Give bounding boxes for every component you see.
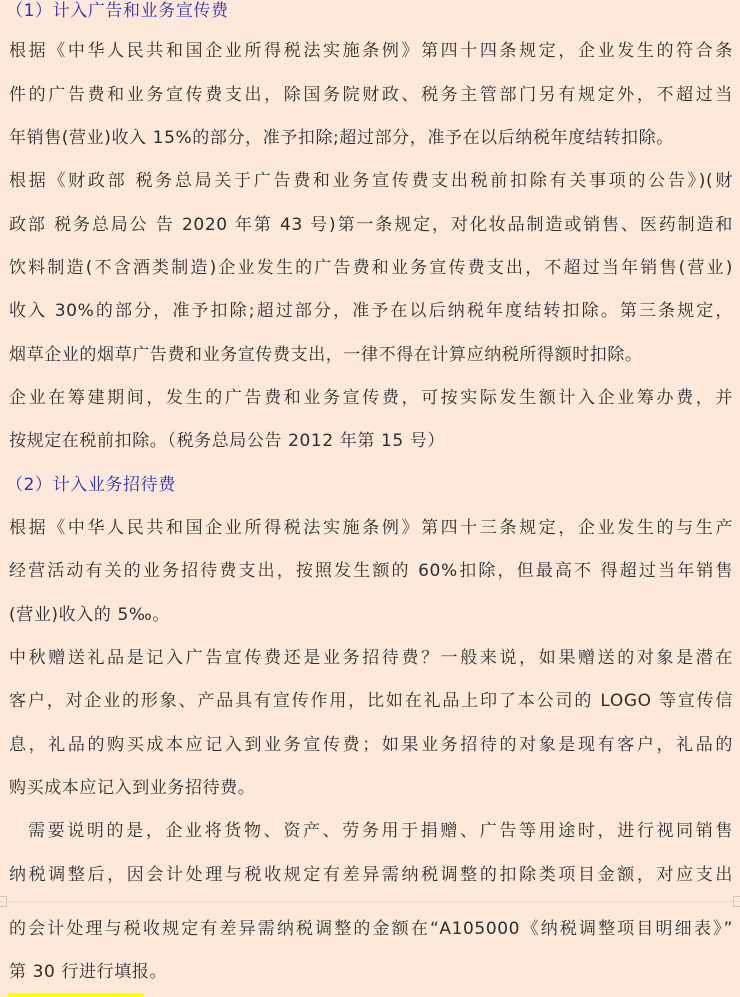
section-heading-entertainment: （2）计入业务招待费 xyxy=(6,475,176,495)
paragraph-line: 饮料制造(不含酒类制造)企业发生的广告费和业务宣传费支出，不超过当年销售(营业) xyxy=(9,258,733,278)
paragraph-line: 经营活动有关的业务招待费支出，按照发生额的 60%扣除，但最高不 得超过当年销售 xyxy=(9,561,733,581)
paragraph-line: 中秋赠送礼品是记入广告宣传费还是业务招待费？一般来说，如果赠送的对象是潜在 xyxy=(9,648,733,668)
paragraph-line: 需要说明的是，企业将货物、资产、劳务用于捐赠、广告等用途时，进行视同销售 xyxy=(28,821,733,841)
yellow-highlight-bar xyxy=(8,993,144,997)
paragraph-line: 按规定在税前扣除。（税务总局公告 2012 年第 15 号） xyxy=(9,431,446,451)
paragraph-line: 购买成本应记入到业务招待费。 xyxy=(9,778,256,798)
paragraph-line: 年销售(营业)收入 15%的部分，准予扣除;超过部分，准予在以后纳税年度结转扣除。 xyxy=(9,128,674,148)
page-corner-marker-left xyxy=(0,896,7,907)
paragraph-line: 根据《中华人民共和国企业所得税法实施条例》第四十三条规定，企业发生的与生产 xyxy=(9,518,733,538)
paragraph-line: 收入 30%的部分，准予扣除;超过部分，准予在以后纳税年度结转扣除。第三条规定， xyxy=(9,301,733,321)
paragraph-line: 烟草企业的烟草广告费和业务宣传费支出，一律不得在计算应纳税所得额时扣除。 xyxy=(9,345,643,365)
paragraph-line: 企业在筹建期间，发生的广告费和业务宣传费，可按实际发生额计入企业筹办费，并 xyxy=(9,388,733,408)
page-corner-marker-right xyxy=(733,896,740,907)
page-break-line xyxy=(0,901,740,902)
paragraph-line: (营业)收入的 5‰。 xyxy=(9,605,170,625)
section-heading-advertising: （1）计入广告和业务宣传费 xyxy=(6,1,229,21)
paragraph-line: 根据《财政部 税务总局关于广告费和业务宣传费支出税前扣除有关事项的公告》)(财 xyxy=(9,171,733,191)
paragraph-line: 纳税调整后，因会计处理与税收规定有差异需纳税调整的扣除类项目金额，对应支出 xyxy=(9,865,733,885)
paragraph-line: 根据《中华人民共和国企业所得税法实施条例》第四十四条规定，企业发生的符合条 xyxy=(9,41,733,61)
paragraph-line: 客户，对企业的形象、产品具有宣传作用，比如在礼品上印了本公司的 LOGO 等宣传信 xyxy=(9,691,733,711)
paragraph-line: 件的广告费和业务宣传费支出，除国务院财政、税务主管部门另有规定外，不超过当 xyxy=(9,85,733,105)
paragraph-line: 政部 税务总局公 告 2020 年第 43 号)第一条规定，对化妆品制造或销售、医药制造和 xyxy=(9,215,733,235)
paragraph-line: 的会计处理与税收规定有差异需纳税调整的金额在“A105000《纳税调整项目明细表》” xyxy=(9,919,733,939)
paragraph-line: 息，礼品的购买成本应记入到业务宣传费；如果业务招待的对象是现有客户，礼品的 xyxy=(9,735,733,755)
paragraph-line: 第 30 行进行填报。 xyxy=(9,962,168,982)
